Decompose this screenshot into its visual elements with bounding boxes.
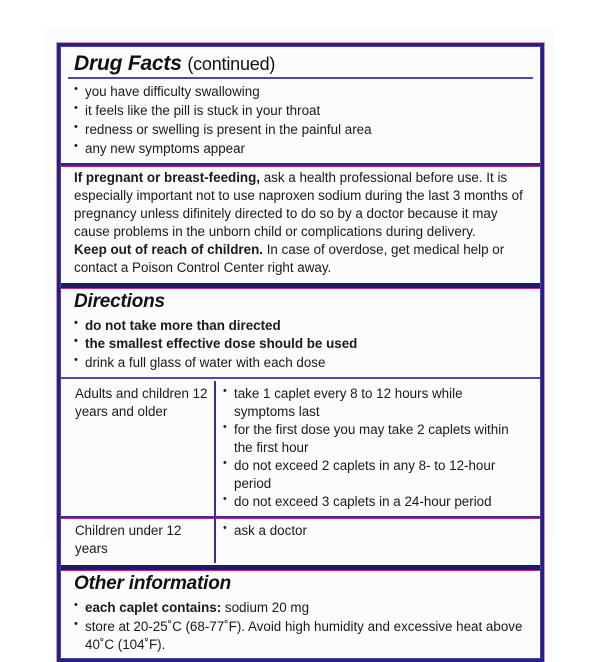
keepout-lead: Keep out of reach of children. — [74, 241, 263, 257]
drug-facts-label — [57, 43, 544, 662]
dose-instruction-list — [223, 522, 527, 540]
warning-bullet-list — [68, 81, 533, 162]
pregnancy-paragraph — [68, 166, 533, 281]
directions-bullet-list — [68, 315, 533, 377]
list-item: • the smallest effective dose should be used — [74, 335, 533, 353]
list-item: • you have difficulty swallowing — [74, 83, 533, 101]
list-item: • any new symptoms appear — [74, 140, 533, 158]
list-item: • drink a full glass of water with each dose — [74, 354, 533, 372]
list-item: • for the first dose you may take 2 caplets within the first hour — [223, 421, 527, 457]
other-information-list — [68, 597, 533, 658]
list-item: • ask a doctor — [223, 522, 527, 540]
list-item: • do not exceed 3 caplets in a 24-hour period — [223, 493, 527, 511]
dose-table-children — [68, 518, 533, 563]
keepout-rest: In case of overdose, get medical help or contact a Poison Control Center right away. — [74, 241, 505, 275]
caplet-contains-rest: sodium 20 mg — [221, 599, 310, 615]
divider-under-title — [68, 77, 533, 79]
caplet-contains-lead: each caplet contains: — [85, 599, 222, 615]
table-row — [68, 518, 533, 563]
directions-heading: Directions — [74, 290, 165, 312]
dose-table — [68, 381, 533, 516]
list-item: • take 1 caplet every 8 to 12 hours while symptoms last — [223, 385, 527, 421]
pregnancy-rest: ask a health professional before use. It is especially important not to use naproxen sodium during the last 3 months of pregnancy unless difinitely directed to do so by a doctor because it may cause problems in the unborn child or complications during delivery. — [74, 169, 523, 239]
list-item: • do not take more than directed — [74, 317, 533, 335]
section-dose-table-children — [61, 518, 540, 563]
list-item: • do not exceed 2 caplets in any 8- to 12-hour period — [223, 457, 527, 493]
section-directions — [61, 288, 540, 377]
section-drug-facts-header — [61, 47, 540, 162]
list-item: • store at 20-25˚C (68-77˚F). Avoid high humidity and excessive heat above 40˚C (104˚F). — [74, 618, 533, 654]
dose-instruction-list — [223, 385, 527, 511]
dose-instructions-cell — [215, 518, 533, 563]
dose-instructions-cell — [215, 381, 533, 516]
section-other-information — [61, 570, 540, 658]
dose-age-cell: Children under 12 years — [68, 518, 215, 563]
other-information-heading: Other information — [74, 572, 232, 594]
page-title-suffix: (continued) — [187, 54, 276, 74]
page-title-main: Drug Facts — [74, 52, 182, 75]
dose-age-cell: Adults and children 12 years and older — [68, 381, 215, 516]
section-pregnancy-warning — [61, 166, 540, 281]
page-title — [68, 47, 533, 76]
list-item: • it feels like the pill is stuck in your throat — [74, 102, 533, 120]
list-item: • redness or swelling is present in the painful area — [74, 121, 533, 139]
label-inner-frame — [60, 46, 541, 659]
section-dose-table — [61, 381, 540, 516]
list-item — [74, 599, 533, 617]
pregnancy-lead: If pregnant or breast-feeding, — [74, 169, 260, 185]
divider-above-dose-table — [61, 377, 540, 379]
table-row — [68, 381, 533, 516]
